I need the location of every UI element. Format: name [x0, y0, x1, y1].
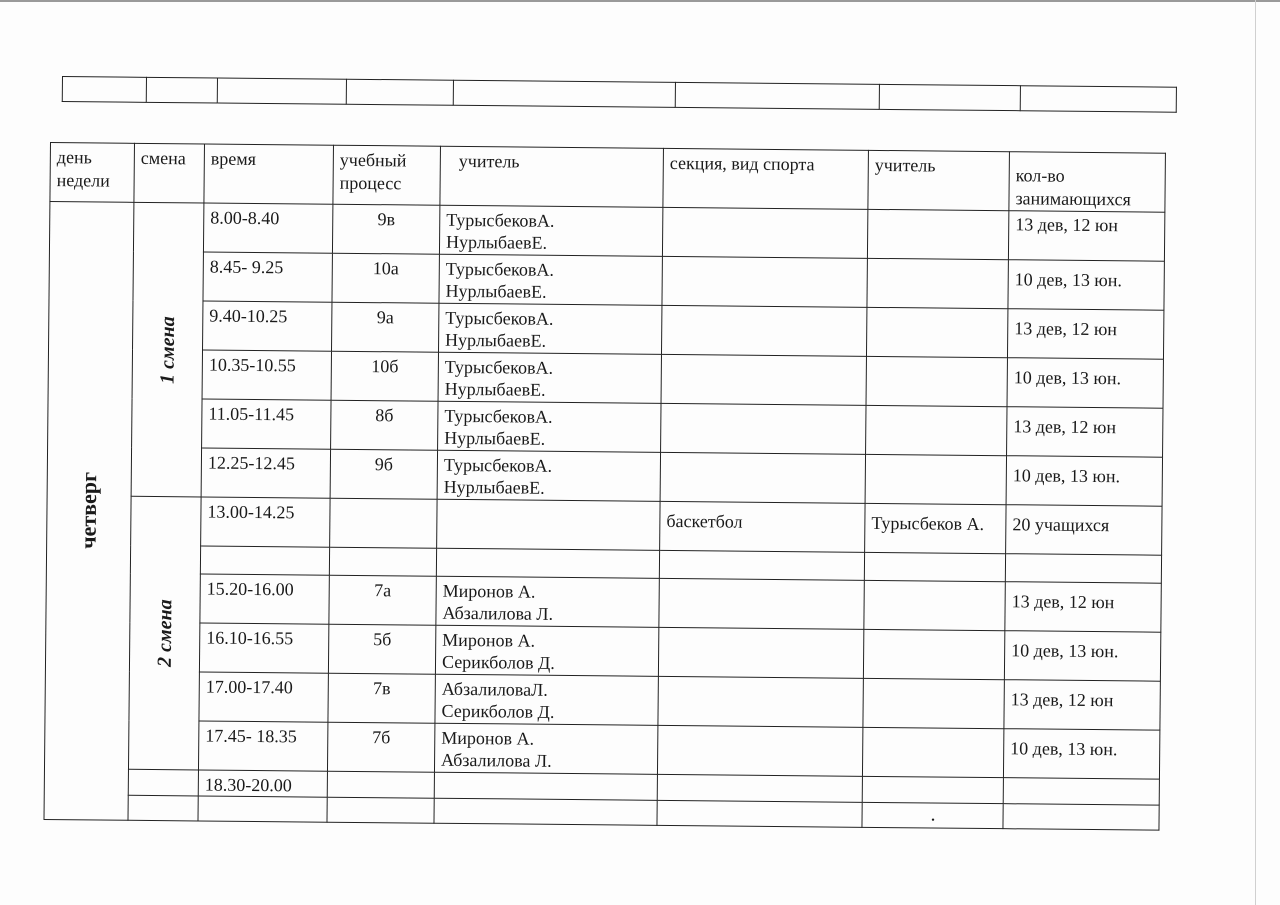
section-cell: баскетбол: [660, 501, 865, 552]
time-cell: 12.25-12.45: [201, 448, 330, 498]
dot-mark: .: [862, 802, 1003, 828]
section-cell: [658, 676, 863, 727]
count-cell: 13 дев, 12 юн: [1007, 407, 1163, 457]
class-cell: 9а: [332, 302, 439, 352]
section-cell: [661, 403, 866, 454]
time-cell: 8.00-8.40: [203, 203, 332, 253]
count-cell: 13 дев, 12 юн: [1005, 582, 1161, 632]
empty-cell: [864, 552, 1005, 581]
class-cell: 9в: [332, 204, 439, 254]
empty-cell: [880, 84, 1021, 110]
teacher-name: Абзалилова Л.: [440, 749, 552, 771]
header-day: день недели: [50, 143, 135, 203]
teacher-cell: [434, 723, 657, 774]
schedule-table: [43, 142, 1165, 831]
shift-1-cell: [131, 202, 204, 497]
time-cell: 9.40-10.25: [203, 301, 332, 351]
teacher-name: ТурысбековА.: [443, 454, 553, 476]
empty-cell: [862, 776, 1003, 803]
section-cell: [661, 305, 866, 356]
section-teacher-cell: [866, 356, 1007, 406]
class-cell: 7в: [328, 673, 435, 723]
header-section: секция, вид спорта: [663, 148, 869, 209]
teacher-name: НурлыбаевЕ.: [444, 378, 546, 400]
teacher-cell: [436, 576, 659, 627]
time-cell: 15.20-16.00: [200, 574, 329, 624]
teacher-cell: [437, 450, 660, 501]
empty-cell: [657, 800, 862, 827]
teacher-name: ТурысбековА.: [444, 405, 553, 427]
empty-cell: [1005, 554, 1161, 583]
empty-cell: [436, 548, 659, 578]
section-teacher-cell: [867, 209, 1008, 259]
section-cell: [661, 354, 866, 405]
table-row: [62, 77, 1176, 113]
time-cell: 8.45- 9.25: [203, 252, 332, 302]
teacher-name: Миронов А.: [442, 580, 536, 602]
count-cell: 10 дев, 13 юн.: [1004, 631, 1160, 681]
shift-2-cell: [128, 496, 201, 770]
empty-cell: [659, 550, 864, 580]
section-teacher-cell: [864, 580, 1005, 630]
time-cell: 18.30-20.00: [198, 770, 327, 797]
teacher-cell: [439, 205, 662, 256]
day-label: четверг: [75, 471, 102, 549]
teacher-cell: [438, 352, 661, 403]
day-cell: [44, 202, 134, 821]
section-teacher-cell: [865, 454, 1006, 504]
empty-cell: [128, 769, 198, 796]
class-cell: 5б: [328, 624, 435, 674]
class-cell: [330, 498, 437, 548]
time-cell: 17.45- 18.35: [198, 721, 327, 771]
scan-edge-top: [0, 0, 1280, 2]
teacher-cell: [438, 303, 661, 354]
teacher-name: АбзалиловаЛ.: [441, 678, 548, 700]
teacher-name: Серикболов Д.: [441, 651, 555, 673]
teacher-name: НурлыбаевЕ.: [444, 427, 546, 449]
empty-cell: [1003, 778, 1159, 805]
empty-table-strip: [62, 76, 1177, 113]
count-cell: 20 учащихся: [1006, 505, 1162, 555]
count-cell: 13 дев, 12 юн: [1008, 211, 1164, 261]
class-cell: 7а: [329, 575, 436, 625]
section-cell: [660, 452, 865, 503]
empty-cell: [453, 80, 675, 107]
section-cell: [658, 627, 863, 678]
class-cell: 7б: [327, 722, 434, 772]
teacher-name: Серикболов Д.: [441, 700, 555, 722]
shift-1-label: 1 смена: [156, 315, 179, 384]
count-cell: 10 дев, 13 юн.: [1003, 729, 1159, 779]
empty-cell: [62, 77, 147, 103]
class-cell: 9б: [330, 449, 437, 499]
time-cell: 16.10-16.55: [199, 623, 328, 673]
teacher-cell: [438, 401, 661, 452]
empty-cell: [327, 797, 434, 823]
header-teacher-2: учитель: [868, 150, 1010, 210]
teacher-name: ТурысбековА.: [446, 209, 555, 231]
empty-cell: [198, 796, 327, 822]
empty-cell: [200, 546, 329, 575]
empty-cell: [327, 771, 434, 798]
class-cell: 8б: [331, 400, 438, 450]
section-teacher-cell: [863, 629, 1004, 679]
time-cell: 10.35-10.55: [202, 350, 331, 400]
teacher-name: ТурысбековА.: [445, 307, 554, 329]
count-cell: 10 дев, 13 юн.: [1007, 358, 1163, 408]
header-teacher: учитель: [440, 146, 664, 207]
section-cell: [662, 256, 867, 307]
header-process: учебный процесс: [333, 145, 441, 205]
empty-cell: [1020, 86, 1176, 112]
teacher-cell: [435, 674, 658, 725]
section-cell: [659, 578, 864, 629]
teacher-cell: [435, 625, 658, 676]
header-time: время: [204, 144, 334, 204]
teacher-name: Абзалилова Л.: [442, 602, 554, 624]
teacher-name: ТурысбековА.: [444, 356, 554, 378]
empty-cell: [1003, 804, 1159, 830]
empty-cell: [217, 78, 346, 104]
empty-cell: [329, 547, 436, 576]
section-teacher-cell: [866, 405, 1007, 455]
section-teacher-cell: [862, 727, 1003, 777]
count-cell: 10 дев, 13 юн.: [1008, 260, 1164, 310]
empty-cell: [147, 77, 218, 103]
scan-edge-right: [1255, 0, 1256, 905]
time-cell: 17.00-17.40: [199, 672, 328, 722]
empty-cell: [434, 772, 657, 800]
teacher-name: НурлыбаевЕ.: [445, 280, 547, 302]
count-cell: 10 дев, 13 юн.: [1006, 456, 1162, 506]
section-teacher-cell: [867, 258, 1008, 308]
teacher-name: Миронов А.: [441, 727, 535, 749]
section-cell: [662, 207, 867, 258]
class-cell: 10а: [332, 253, 439, 303]
count-cell: 13 дев, 12 юн: [1004, 680, 1160, 730]
shift-2-label: 2 смена: [153, 599, 177, 668]
teacher-cell: [439, 254, 662, 305]
header-count: кол-во занимающихся: [1009, 152, 1166, 212]
header-row: [50, 143, 1166, 213]
section-teacher-cell: Турысбеков А.: [865, 503, 1006, 553]
teacher-name: НурлыбаевЕ.: [443, 476, 545, 498]
count-cell: 13 дев, 12 юн: [1007, 309, 1163, 359]
empty-cell: [434, 798, 657, 825]
time-cell: 13.00-14.25: [201, 497, 330, 547]
teacher-name: ТурысбековА.: [445, 258, 555, 280]
class-cell: 10б: [331, 351, 438, 401]
empty-cell: [346, 79, 453, 105]
empty-cell: [657, 774, 862, 802]
section-teacher-cell: [866, 307, 1007, 357]
section-teacher-cell: [863, 678, 1004, 728]
teacher-name: Миронов А.: [442, 629, 536, 651]
teacher-name: НурлыбаевЕ.: [445, 329, 547, 351]
header-shift: смена: [134, 143, 205, 203]
time-cell: 11.05-11.45: [202, 399, 331, 449]
empty-cell: [675, 82, 880, 109]
teacher-cell: [437, 499, 660, 550]
section-cell: [657, 725, 862, 776]
teacher-name: НурлыбаевЕ.: [445, 231, 548, 253]
empty-cell: [128, 795, 198, 821]
